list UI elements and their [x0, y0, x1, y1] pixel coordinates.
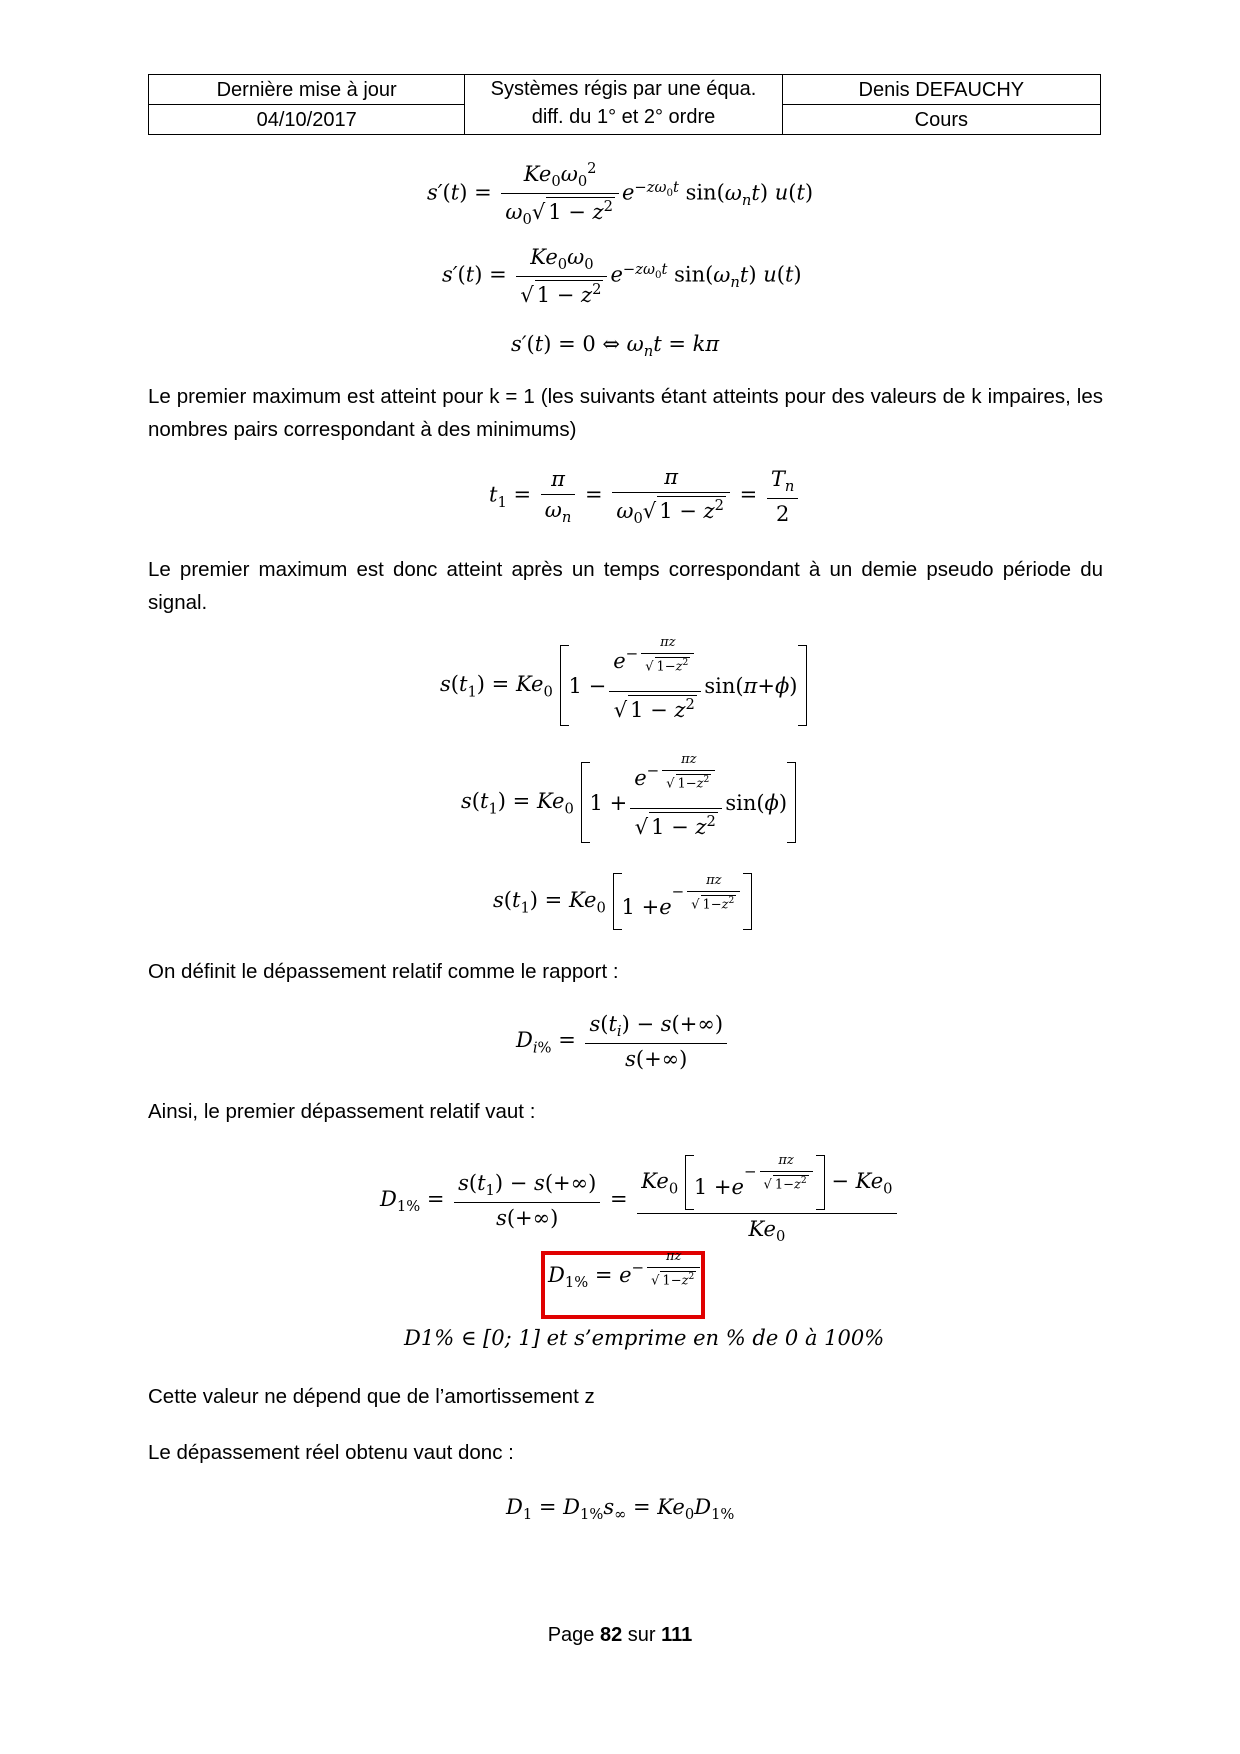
- equation-derivative-2: s′(t) = $\frac{Ke_0\omega_0}{√ 1 - z^2}$ $e^{-z\omega_0t}$ $\sin(\omega_nt)$ u(t): [442, 245, 802, 308]
- equation-s-t1-c: $s(t_1) = Ke_0$ 1 + e − $\frac{\pi z}{√ 1-z^2}$: [493, 873, 752, 930]
- range-statement: D1% ∈ [0; 1] et s’emprime en % de 0 à 100%: [404, 1326, 885, 1350]
- title-line-1: Systèmes régis par une équa.: [490, 78, 757, 100]
- paragraph-damping-dependence: Cette valeur ne dépend que de l’amortissement z: [148, 1385, 595, 1408]
- paragraph-first-maximum: Le premier maximum est atteint pour k = 1 (les suivants étant atteints pour des valeurs de k impaires, les nombres pairs correspondant à des minimums): [148, 385, 1103, 441]
- equation-s-t1-a: $s(t_1) = Ke_0$ 1 − e− $\frac{\pi z}{√ 1-z^2}$ √ $1 - z^2$ sin( π + ϕ ): [440, 645, 807, 726]
- equation-s-t1-b: $s(t_1) = Ke_0$ 1 + e− $\frac{\pi z}{√ 1-z^2}$ √ $1 - z^2$ sin( ϕ ): [461, 762, 796, 843]
- equation-relative-overshoot: $D_{i\%}$ = $\frac{s(t_i) - s(+\infty)}{s(+\infty)}$: [516, 1012, 730, 1071]
- last-update-date: 04/10/2017: [149, 105, 465, 135]
- author: Denis DEFAUCHY: [782, 75, 1100, 105]
- equation-first-overshoot-derivation: $D_{1\%}$ = $\frac{s(t_1) - s(+\infty)}{s(+\infty)}$ = $Ke_0$ 1 + e − $\frac{\pi z}{√ 1-z^2}$ − $Ke_0$ $Ke_0$: [380, 1155, 900, 1246]
- page-separator: sur: [627, 1624, 656, 1646]
- paragraph-first-overshoot: Ainsi, le premier dépassement relatif vaut :: [148, 1100, 536, 1123]
- equation-derivative-1: s′(t) = $\frac{Ke_0\omega_0^2}{\omega_0√ 1 - z^2}$ $e^{-z\omega_0t}$ $\sin(\omega_nt)$ u(t): [427, 160, 814, 229]
- paragraph-half-period: Le premier maximum est donc atteint après un temps correspondant à un demie pseudo période du signal.: [148, 558, 1103, 614]
- page-footer: [0, 1624, 1240, 1647]
- equation-real-overshoot: $D_1 = D_{1\%}s_\infty = Ke_0D_{1\%}$: [506, 1495, 735, 1524]
- header-table: [148, 74, 1101, 135]
- paragraph-relative-overshoot-definition: On définit le dépassement relatif comme le rapport :: [148, 960, 619, 983]
- page-number: 82: [599, 1624, 623, 1646]
- equation-first-overshoot-result: $D_{1\%} = e-$ $\frac{\pi z}{√ 1-z^2}$: [548, 1263, 703, 1302]
- page-total: 111: [661, 1624, 693, 1646]
- title-line-2: diff. du 1° et 2° ordre: [531, 106, 716, 128]
- equation-t1: $t_1$ = $\frac{\pi}{\omega_n}$ = $\frac{\pi}{\omega_0√ 1 - z^2}$ = $\frac{T_n}{2}$: [489, 465, 801, 527]
- document-title: [465, 75, 782, 135]
- last-update-label: Dernière mise à jour: [149, 75, 465, 105]
- equation-zero-derivative: s′(t) = 0 ⇔ $\omega_nt = k\pi$: [511, 332, 720, 361]
- paragraph-real-overshoot: Le dépassement réel obtenu vaut donc :: [148, 1441, 514, 1464]
- page-prefix: Page: [547, 1624, 595, 1646]
- doc-type: Cours: [782, 105, 1100, 135]
